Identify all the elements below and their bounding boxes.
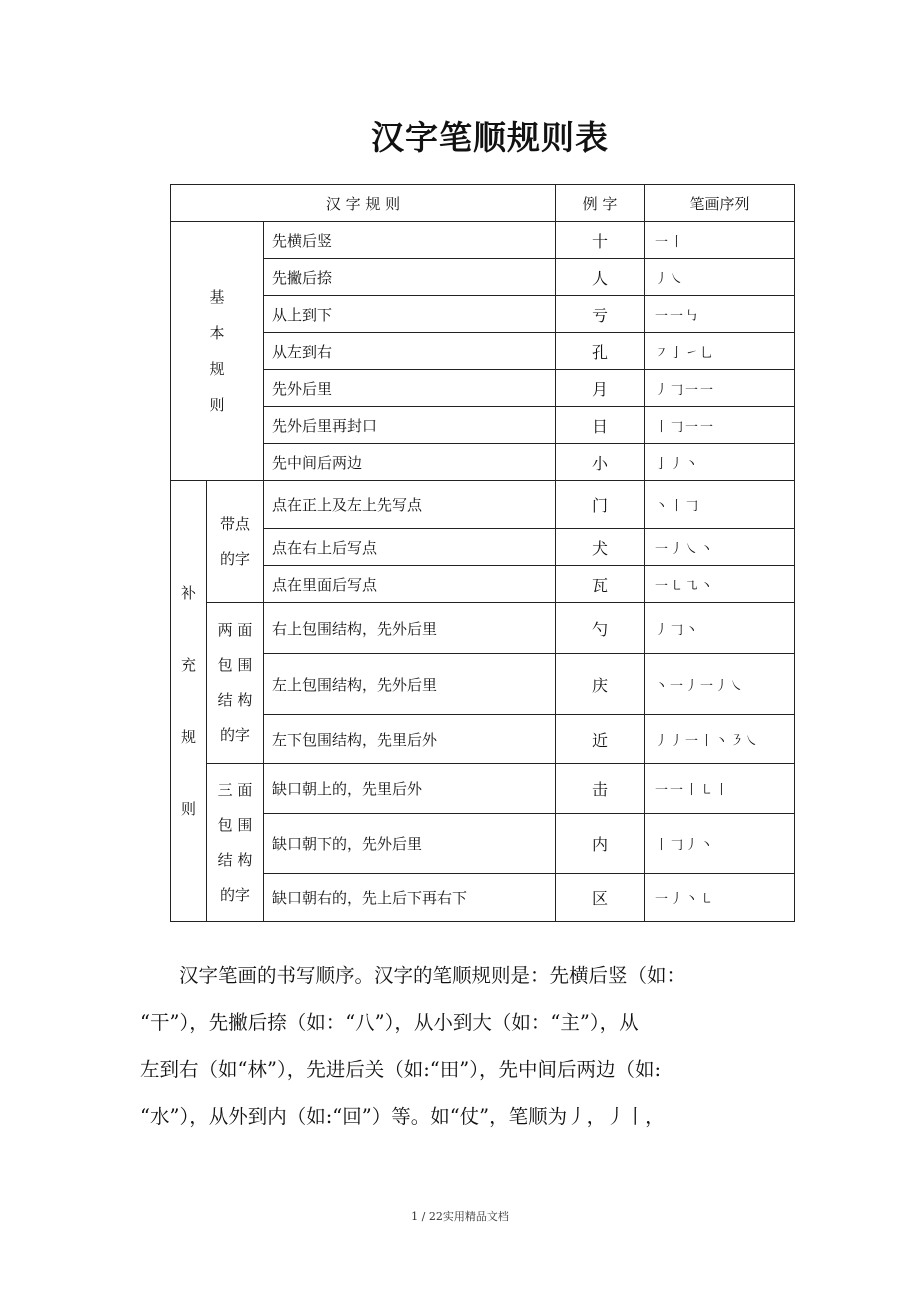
sequence-cell: 一一丨㇄丨 bbox=[645, 764, 795, 814]
sequence-cell: 丨𠃌丿丶 bbox=[645, 814, 795, 874]
example-cell: 击 bbox=[556, 764, 645, 814]
rule-cell: 先外后里再封口 bbox=[264, 407, 556, 444]
table-row bbox=[171, 764, 795, 814]
table-row bbox=[171, 407, 795, 444]
rule-cell: 先中间后两边 bbox=[264, 444, 556, 481]
header-sequence: 笔画序列 bbox=[645, 185, 795, 222]
sequence-cell: 一丨 bbox=[645, 222, 795, 259]
example-cell: 孔 bbox=[556, 333, 645, 370]
sequence-cell: 丶一丿一丿㇏ bbox=[645, 654, 795, 715]
rule-cell: 点在里面后写点 bbox=[264, 566, 556, 603]
example-cell: 日 bbox=[556, 407, 645, 444]
example-cell: 瓦 bbox=[556, 566, 645, 603]
example-cell: 勺 bbox=[556, 603, 645, 654]
paragraph-line: “水”），从外到内（如:“回”）等。如“仗”，笔顺为丿，丿丨， bbox=[140, 1105, 665, 1128]
sequence-cell: 亅丿丶 bbox=[645, 444, 795, 481]
sequence-cell: 丶丨𠃌 bbox=[645, 481, 795, 529]
table-row bbox=[171, 296, 795, 333]
rule-cell: 从左到右 bbox=[264, 333, 556, 370]
header-rule: 汉 字 规 则 bbox=[171, 185, 556, 222]
example-cell: 亏 bbox=[556, 296, 645, 333]
example-cell: 十 bbox=[556, 222, 645, 259]
table-header-row bbox=[171, 185, 795, 222]
table-row bbox=[171, 259, 795, 296]
rule-cell: 缺口朝上的，先里后外 bbox=[264, 764, 556, 814]
table-row bbox=[171, 814, 795, 874]
table-row bbox=[171, 529, 795, 566]
sequence-cell: 丿𠃌一一 bbox=[645, 370, 795, 407]
dot-chars-label: 带点 的字 bbox=[207, 481, 264, 603]
table-row bbox=[171, 566, 795, 603]
sequence-cell: 丨𠃌一一 bbox=[645, 407, 795, 444]
table-row bbox=[171, 481, 795, 529]
example-cell: 近 bbox=[556, 715, 645, 764]
basic-rules-label: 基 本 规 则 bbox=[171, 222, 264, 481]
supplement-rules-label: 补 充 规 则 bbox=[171, 481, 207, 922]
rule-cell: 缺口朝下的，先外后里 bbox=[264, 814, 556, 874]
sequence-cell: 丿𠃌丶 bbox=[645, 603, 795, 654]
rule-cell: 先外后里 bbox=[264, 370, 556, 407]
two-side-enclosure-label: 两 面 包 围 结 构 的字 bbox=[207, 603, 264, 764]
example-cell: 庆 bbox=[556, 654, 645, 715]
paragraph-line: 汉字笔画的书写顺序。汉字的笔顺规则是：先横后竖（如： bbox=[179, 964, 687, 987]
table-row bbox=[171, 222, 795, 259]
rule-cell: 从上到下 bbox=[264, 296, 556, 333]
example-cell: 人 bbox=[556, 259, 645, 296]
sequence-cell: 一丿丶㇄ bbox=[645, 874, 795, 922]
table-row bbox=[171, 370, 795, 407]
page-footer: 1 / 22实用精品文档 bbox=[411, 1210, 509, 1223]
example-cell: 月 bbox=[556, 370, 645, 407]
sequence-cell: 一丿㇏丶 bbox=[645, 529, 795, 566]
sequence-cell: 丿丿一丨丶㇋㇏ bbox=[645, 715, 795, 764]
rule-cell: 左上包围结构，先外后里 bbox=[264, 654, 556, 715]
paragraph-line: “干”），先撇后捺（如：“八”），从小到大（如：“主”），从 bbox=[140, 1011, 639, 1034]
rule-cell: 先撇后捺 bbox=[264, 259, 556, 296]
table-row bbox=[171, 874, 795, 922]
table-row bbox=[171, 333, 795, 370]
table-row bbox=[171, 715, 795, 764]
paragraph-line: 左到右（如“林”），先进后关（如:“田”），先中间后两边（如: bbox=[140, 1058, 662, 1081]
rule-cell: 左下包围结构，先里后外 bbox=[264, 715, 556, 764]
header-example: 例 字 bbox=[556, 185, 645, 222]
table-row bbox=[171, 444, 795, 481]
stroke-order-table bbox=[170, 184, 795, 922]
sequence-cell: 一一㇉ bbox=[645, 296, 795, 333]
rule-cell: 缺口朝右的，先上后下再右下 bbox=[264, 874, 556, 922]
table-row bbox=[171, 603, 795, 654]
sequence-cell: ㇇亅㇀乚 bbox=[645, 333, 795, 370]
rule-cell: 点在右上后写点 bbox=[264, 529, 556, 566]
rule-cell: 点在正上及左上先写点 bbox=[264, 481, 556, 529]
example-cell: 小 bbox=[556, 444, 645, 481]
example-cell: 犬 bbox=[556, 529, 645, 566]
body-paragraph bbox=[140, 952, 788, 1140]
example-cell: 区 bbox=[556, 874, 645, 922]
example-cell: 内 bbox=[556, 814, 645, 874]
rule-cell: 先横后竖 bbox=[264, 222, 556, 259]
sequence-cell: 丿㇏ bbox=[645, 259, 795, 296]
rule-cell: 右上包围结构，先外后里 bbox=[264, 603, 556, 654]
page-title: 汉字笔顺规则表 bbox=[371, 118, 609, 157]
example-cell: 门 bbox=[556, 481, 645, 529]
three-side-enclosure-label: 三 面 包 围 结 构 的字 bbox=[207, 764, 264, 922]
sequence-cell: 一㇄㇈丶 bbox=[645, 566, 795, 603]
table-row bbox=[171, 654, 795, 715]
